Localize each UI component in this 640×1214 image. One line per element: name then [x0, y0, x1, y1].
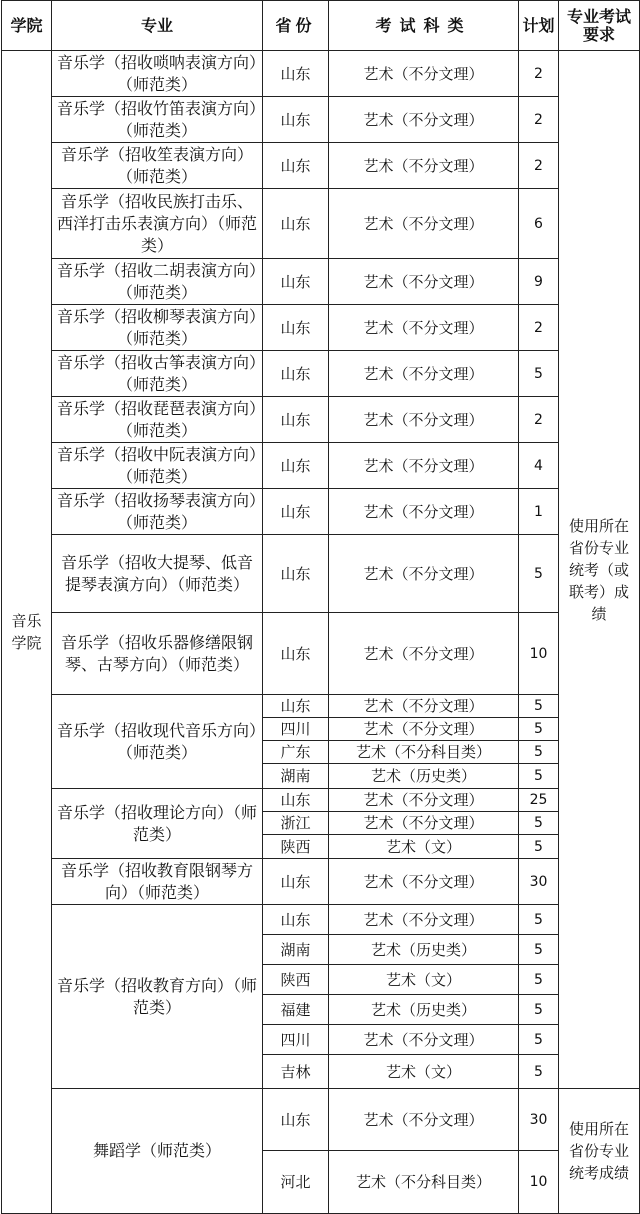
major-cell: 音乐学（招收二胡表演方向）（师范类）: [52, 259, 263, 305]
plan-cell: 30: [519, 1089, 559, 1151]
table-row: [2, 51, 640, 97]
province-cell: 山东: [263, 695, 329, 718]
province-cell: 浙江: [263, 812, 329, 835]
category-cell: 艺术（不分文理）: [329, 535, 519, 613]
major-cell: 音乐学（招收唢呐表演方向）（师范类）: [52, 51, 263, 97]
major-cell: 音乐学（招收笙表演方向）（师范类）: [52, 143, 263, 189]
category-cell: 艺术（历史类）: [329, 995, 519, 1025]
plan-cell: 5: [519, 812, 559, 835]
province-cell: 山东: [263, 789, 329, 812]
table-row: [2, 535, 640, 613]
province-cell: 山东: [263, 613, 329, 695]
plan-cell: 5: [519, 965, 559, 995]
plan-cell: 5: [519, 718, 559, 741]
table-row: [2, 695, 640, 718]
category-cell: 艺术（不分文理）: [329, 905, 519, 935]
category-cell: 艺术（不分文理）: [329, 397, 519, 443]
category-cell: 艺术（不分文理）: [329, 305, 519, 351]
province-cell: 山东: [263, 859, 329, 905]
category-cell: 艺术（不分文理）: [329, 97, 519, 143]
province-cell: 四川: [263, 718, 329, 741]
plan-cell: 2: [519, 397, 559, 443]
major-cell: 音乐学（招收中阮表演方向）（师范类）: [52, 443, 263, 489]
province-cell: 山东: [263, 143, 329, 189]
header-college: 学院: [2, 1, 52, 51]
category-cell: 艺术（不分文理）: [329, 1025, 519, 1055]
category-cell: 艺术（不分科目类）: [329, 1151, 519, 1214]
province-cell: 陕西: [263, 965, 329, 995]
table-row: [2, 143, 640, 189]
table-row: [2, 189, 640, 259]
category-cell: 艺术（不分文理）: [329, 143, 519, 189]
province-cell: 山东: [263, 305, 329, 351]
table-body: [2, 51, 640, 1214]
plan-cell: 2: [519, 143, 559, 189]
plan-cell: 5: [519, 764, 559, 789]
province-cell: 湖南: [263, 764, 329, 789]
category-cell: 艺术（不分文理）: [329, 351, 519, 397]
category-cell: 艺术（不分文理）: [329, 51, 519, 97]
table-row: [2, 859, 640, 905]
table-row: [2, 789, 640, 812]
major-cell: 音乐学（招收理论方向）（师范类）: [52, 789, 263, 859]
province-cell: 山东: [263, 905, 329, 935]
major-cell: 音乐学（招收竹笛表演方向）（师范类）: [52, 97, 263, 143]
category-cell: 艺术（不分文理）: [329, 259, 519, 305]
plan-cell: 30: [519, 859, 559, 905]
header-row: [2, 1, 640, 51]
province-cell: 山东: [263, 1089, 329, 1151]
table-row: [2, 905, 640, 935]
plan-cell: 1: [519, 489, 559, 535]
table-row: [2, 259, 640, 305]
province-cell: 湖南: [263, 935, 329, 965]
category-cell: 艺术（不分文理）: [329, 189, 519, 259]
table-row: [2, 613, 640, 695]
category-cell: 艺术（不分科目类）: [329, 741, 519, 764]
province-cell: 山东: [263, 489, 329, 535]
category-cell: 艺术（文）: [329, 965, 519, 995]
major-cell: 舞蹈学（师范类）: [52, 1089, 263, 1214]
table-row: [2, 1089, 640, 1151]
plan-cell: 5: [519, 1025, 559, 1055]
requirement-cell-music: 使用所在省份专业统考（或联考）成绩: [559, 51, 640, 1089]
plan-cell: 6: [519, 189, 559, 259]
category-cell: 艺术（历史类）: [329, 935, 519, 965]
plan-cell: 5: [519, 535, 559, 613]
plan-cell: 5: [519, 741, 559, 764]
plan-cell: 5: [519, 1055, 559, 1089]
header-category: 考试科类: [329, 1, 519, 51]
category-cell: 艺术（不分文理）: [329, 812, 519, 835]
plan-cell: 5: [519, 905, 559, 935]
category-cell: 艺术（不分文理）: [329, 789, 519, 812]
province-cell: 山东: [263, 443, 329, 489]
major-cell: 音乐学（招收扬琴表演方向）（师范类）: [52, 489, 263, 535]
plan-cell: 10: [519, 613, 559, 695]
category-cell: 艺术（不分文理）: [329, 1089, 519, 1151]
category-cell: 艺术（文）: [329, 835, 519, 859]
category-cell: 艺术（不分文理）: [329, 859, 519, 905]
province-cell: 陕西: [263, 835, 329, 859]
category-cell: 艺术（不分文理）: [329, 443, 519, 489]
table-row: [2, 489, 640, 535]
plan-cell: 2: [519, 97, 559, 143]
major-cell: 音乐学（招收琵琶表演方向）（师范类）: [52, 397, 263, 443]
enrollment-plan-table: [1, 0, 640, 1214]
plan-cell: 5: [519, 351, 559, 397]
major-cell: 音乐学（招收柳琴表演方向）（师范类）: [52, 305, 263, 351]
plan-cell: 4: [519, 443, 559, 489]
category-cell: 艺术（不分文理）: [329, 489, 519, 535]
table-row: [2, 351, 640, 397]
province-cell: 福建: [263, 995, 329, 1025]
header-plan: 计划: [519, 1, 559, 51]
plan-cell: 25: [519, 789, 559, 812]
table-row: [2, 305, 640, 351]
plan-cell: 5: [519, 835, 559, 859]
province-cell: 广东: [263, 741, 329, 764]
header-requirement: 专业考试要求: [559, 1, 640, 51]
college-cell: 音乐学院: [2, 51, 52, 1214]
plan-cell: 2: [519, 305, 559, 351]
major-cell: 音乐学（招收大提琴、低音提琴表演方向）（师范类）: [52, 535, 263, 613]
province-cell: 山东: [263, 189, 329, 259]
major-cell: 音乐学（招收教育方向）（师范类）: [52, 905, 263, 1089]
category-cell: 艺术（不分文理）: [329, 613, 519, 695]
province-cell: 山东: [263, 259, 329, 305]
province-cell: 吉林: [263, 1055, 329, 1089]
major-cell: 音乐学（招收现代音乐方向）（师范类）: [52, 695, 263, 789]
plan-cell: 2: [519, 51, 559, 97]
category-cell: 艺术（文）: [329, 1055, 519, 1089]
category-cell: 艺术（历史类）: [329, 764, 519, 789]
major-cell: 音乐学（招收教育限钢琴方向）（师范类）: [52, 859, 263, 905]
province-cell: 山东: [263, 51, 329, 97]
category-cell: 艺术（不分文理）: [329, 695, 519, 718]
category-cell: 艺术（不分文理）: [329, 718, 519, 741]
table-row: [2, 97, 640, 143]
major-cell: 音乐学（招收乐器修缮限钢琴、古琴方向）（师范类）: [52, 613, 263, 695]
header-major: 专业: [52, 1, 263, 51]
major-cell: 音乐学（招收古筝表演方向）（师范类）: [52, 351, 263, 397]
table-row: [2, 443, 640, 489]
requirement-cell-dance: 使用所在省份专业统考成绩: [559, 1089, 640, 1214]
province-cell: 山东: [263, 97, 329, 143]
major-cell: 音乐学（招收民族打击乐、西洋打击乐表演方向）（师范类）: [52, 189, 263, 259]
province-cell: 山东: [263, 397, 329, 443]
plan-cell: 5: [519, 935, 559, 965]
table-row: [2, 397, 640, 443]
plan-cell: 9: [519, 259, 559, 305]
plan-cell: 5: [519, 995, 559, 1025]
province-cell: 山东: [263, 351, 329, 397]
province-cell: 四川: [263, 1025, 329, 1055]
province-cell: 山东: [263, 535, 329, 613]
plan-cell: 10: [519, 1151, 559, 1214]
plan-cell: 5: [519, 695, 559, 718]
header-province: 省份: [263, 1, 329, 51]
province-cell: 河北: [263, 1151, 329, 1214]
